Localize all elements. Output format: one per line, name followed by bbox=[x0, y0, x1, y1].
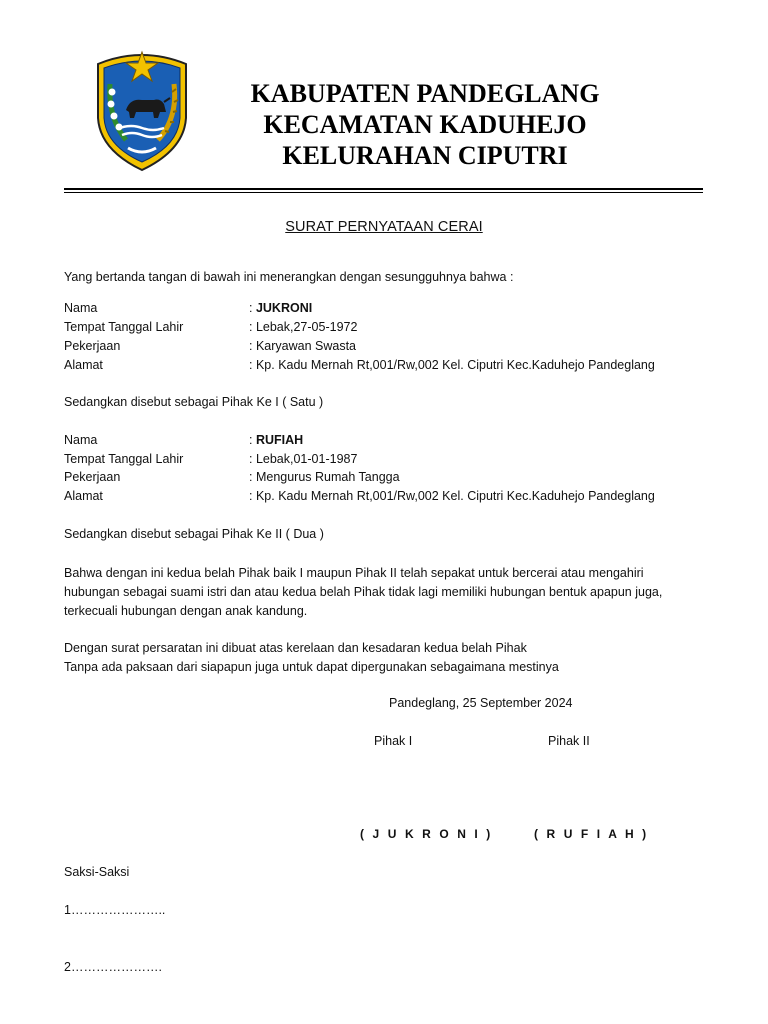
statement-line: Bahwa dengan ini kedua belah Pihak baik I maupun Pihak II telah sepakat untuk bercerai atau mengahiri bbox=[64, 566, 644, 580]
field-value: : Lebak,27-05-1972 bbox=[249, 320, 358, 334]
statement-paragraph bbox=[64, 564, 704, 621]
field-label: Nama bbox=[64, 433, 98, 447]
witness-line-1: 1………………….. bbox=[64, 903, 166, 917]
intro-text: Yang bertanda tangan di bawah ini menerangkan dengan sesungguhnya bahwa : bbox=[64, 270, 514, 284]
place-date: Pandeglang, 25 September 2024 bbox=[389, 696, 573, 710]
field-label: Tempat Tanggal Lahir bbox=[64, 452, 184, 466]
statement-line: hubungan sebagai suami istri dan atau kedua belah Pihak tidak lagi memiliki hubungan bentuk apapun juga, bbox=[64, 585, 663, 599]
closing-paragraph bbox=[64, 639, 704, 677]
field-label: Pekerjaan bbox=[64, 339, 121, 353]
witnesses-heading: Saksi-Saksi bbox=[64, 865, 130, 879]
field-value: : Kp. Kadu Mernah Rt,001/Rw,002 Kel. Ciputri Kec.Kaduhejo Pandeglang bbox=[249, 489, 655, 503]
field-value: : Lebak,01-01-1987 bbox=[249, 452, 358, 466]
field-label: Alamat bbox=[64, 489, 103, 503]
statement-line: terkecuali hubungan dengan anak kandung. bbox=[64, 604, 308, 618]
village-name: KELURAHAN CIPUTRI bbox=[282, 141, 568, 170]
party2-designation: Sedangkan disebut sebagai Pihak Ke II ( Dua ) bbox=[64, 527, 324, 541]
field-label: Pekerjaan bbox=[64, 470, 121, 484]
regency-name: KABUPATEN PANDEGLANG bbox=[250, 79, 600, 108]
witness-line-2: 2…………………. bbox=[64, 960, 162, 974]
party2-sign-label: Pihak II bbox=[548, 734, 590, 748]
field-label: Alamat bbox=[64, 358, 103, 372]
closing-line: Tanpa ada paksaan dari siapapun juga untuk dapat dipergunakan sebagaimana mestinya bbox=[64, 660, 559, 674]
field-label: Tempat Tanggal Lahir bbox=[64, 320, 184, 334]
field-value: : JUKRONI bbox=[249, 301, 313, 315]
party1-designation: Sedangkan disebut sebagai Pihak Ke I ( Satu ) bbox=[64, 395, 324, 409]
field-value: : Karyawan Swasta bbox=[249, 339, 357, 353]
field-label: Nama bbox=[64, 301, 98, 315]
field-value: : Kp. Kadu Mernah Rt,001/Rw,002 Kel. Ciputri Kec.Kaduhejo Pandeglang bbox=[249, 358, 655, 372]
party1-sign-label: Pihak I bbox=[374, 734, 413, 748]
document-title: SURAT PERNYATAAN CERAI bbox=[285, 219, 483, 235]
letterhead-title bbox=[180, 78, 670, 171]
closing-line: Dengan surat persaratan ini dibuat atas kerelaan dan kesadaran kedua belah Pihak bbox=[64, 641, 527, 655]
field-value: : RUFIAH bbox=[249, 433, 304, 447]
header-rule-thick bbox=[64, 188, 703, 190]
district-name: KECAMATAN KADUHEJO bbox=[263, 110, 587, 139]
party1-signature-name: ( J U K R O N I ) bbox=[360, 827, 493, 841]
party2-signature-name: ( R U F I A H ) bbox=[534, 827, 649, 841]
header-rule-thin bbox=[64, 192, 703, 193]
field-value: : Mengurus Rumah Tangga bbox=[249, 470, 400, 484]
